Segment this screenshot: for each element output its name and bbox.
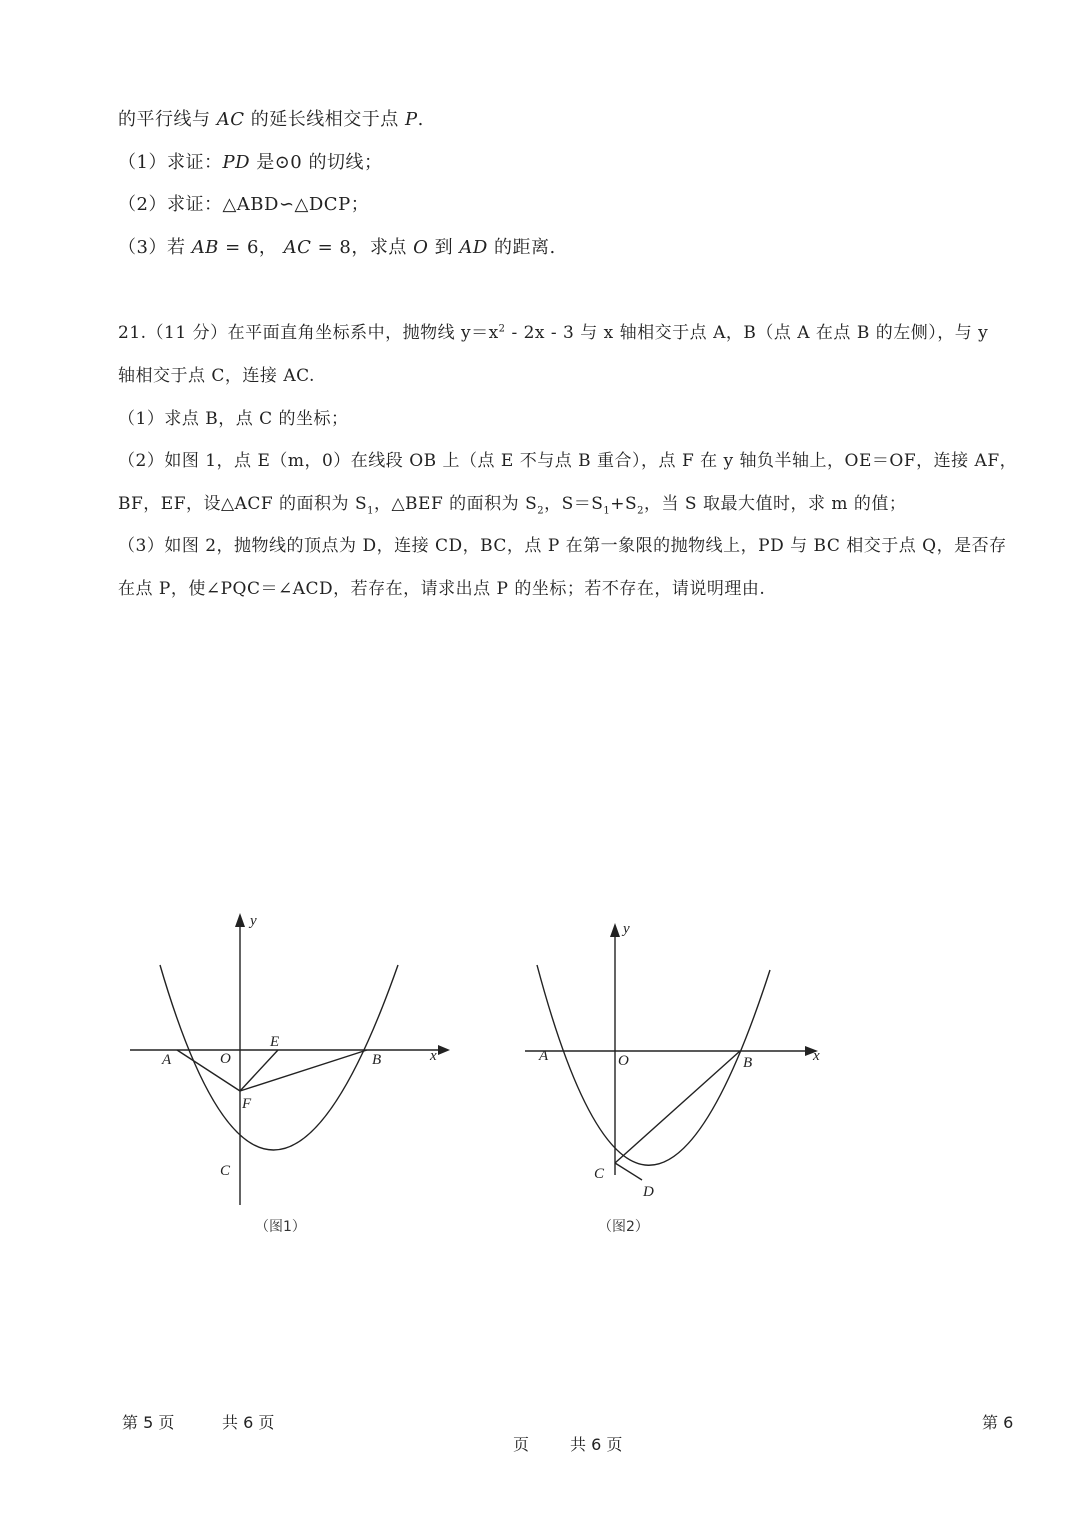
fig2-label-x: x bbox=[813, 1048, 820, 1064]
problem-21-statement-line2: 轴相交于点 C，连接 AC. bbox=[118, 366, 315, 386]
fig2-y-arrow bbox=[610, 923, 620, 937]
fig1-parabola bbox=[160, 965, 398, 1150]
footer-left-total: 共 6 页 bbox=[222, 1413, 275, 1432]
fig2-segment-CD bbox=[615, 1163, 642, 1180]
fig2-segment-CB bbox=[615, 1051, 740, 1163]
fig2-parabola bbox=[537, 965, 770, 1165]
fig1-label-x: x bbox=[430, 1048, 437, 1064]
problem-21-question-3-line1: （3）如图 2，抛物线的顶点为 D，连接 CD，BC，点 P 在第一象限的抛物线上，PD 与 BC 相交于点 Q，是否存 bbox=[118, 536, 1007, 556]
prev-question-2: （2）求证：△ABD∽△DCP； bbox=[118, 194, 370, 215]
figure-1 bbox=[120, 905, 460, 1215]
problem-21-statement-line1: 21.（11 分）在平面直角坐标系中，抛物线 $y=x^2 - 2x - 3$ 与 x 轴相交于点 A，B（点 A 在点 B 的左侧），与 y bbox=[118, 323, 989, 343]
footer-left-page: 第 5 页 bbox=[122, 1413, 175, 1432]
fig1-y-arrow bbox=[235, 913, 245, 927]
prev-question-3: （3）若 AB = 6， AC = 8，求点 O 到 AD 的距离. bbox=[118, 237, 556, 258]
fig1-label-A: A bbox=[162, 1052, 172, 1068]
figure-2 bbox=[515, 915, 845, 1215]
fig1-label-C: C bbox=[220, 1163, 231, 1179]
fig1-label-B: B bbox=[372, 1052, 382, 1068]
footer-bottom-page: 页 bbox=[513, 1435, 530, 1454]
problem-21-question-3-line2: 在点 P，使∠PQC＝∠ACD，若存在，请求出点 P 的坐标；若不存在，请说明理由. bbox=[118, 579, 766, 599]
fig1-label-F: F bbox=[242, 1096, 252, 1112]
problem-21-question-2-line1: （2）如图 1，点 E（m，0）在线段 OB 上（点 E 不与点 B 重合），点 F 在 y 轴负半轴上，OE＝OF，连接 AF， bbox=[118, 451, 1018, 471]
problem-21-question-2-line2: BF，EF，设△ACF 的面积为 $S_1$，△BEF 的面积为 $S_2$，$S=S_1+S_2$，当 S 取最大值时，求 m 的值； bbox=[118, 494, 907, 517]
problem-21-question-1: （1）求点 B，点 C 的坐标； bbox=[118, 409, 349, 429]
footer-right-page: 第 6 bbox=[982, 1413, 1014, 1432]
fig1-label-E: E bbox=[270, 1034, 280, 1050]
fig1-x-arrow bbox=[438, 1045, 450, 1055]
fig1-label-y: y bbox=[250, 913, 257, 929]
fig2-label-D: D bbox=[643, 1184, 654, 1200]
fig2-label-C: C bbox=[594, 1166, 605, 1182]
figure-1-caption: （图1） bbox=[255, 1219, 306, 1235]
footer-bottom-total: 共 6 页 bbox=[570, 1435, 623, 1454]
fig2-label-B: B bbox=[743, 1055, 753, 1071]
prev-problem-line: 的平行线与 AC 的延长线相交于点 P. bbox=[118, 109, 424, 130]
fig2-label-y: y bbox=[623, 921, 630, 937]
prev-question-1: （1）求证：PD 是⊙0 的切线； bbox=[118, 152, 383, 173]
figure-2-caption: （图2） bbox=[598, 1219, 649, 1235]
fig2-label-O: O bbox=[618, 1053, 629, 1069]
fig2-label-A: A bbox=[539, 1048, 549, 1064]
fig1-label-O: O bbox=[220, 1051, 231, 1067]
